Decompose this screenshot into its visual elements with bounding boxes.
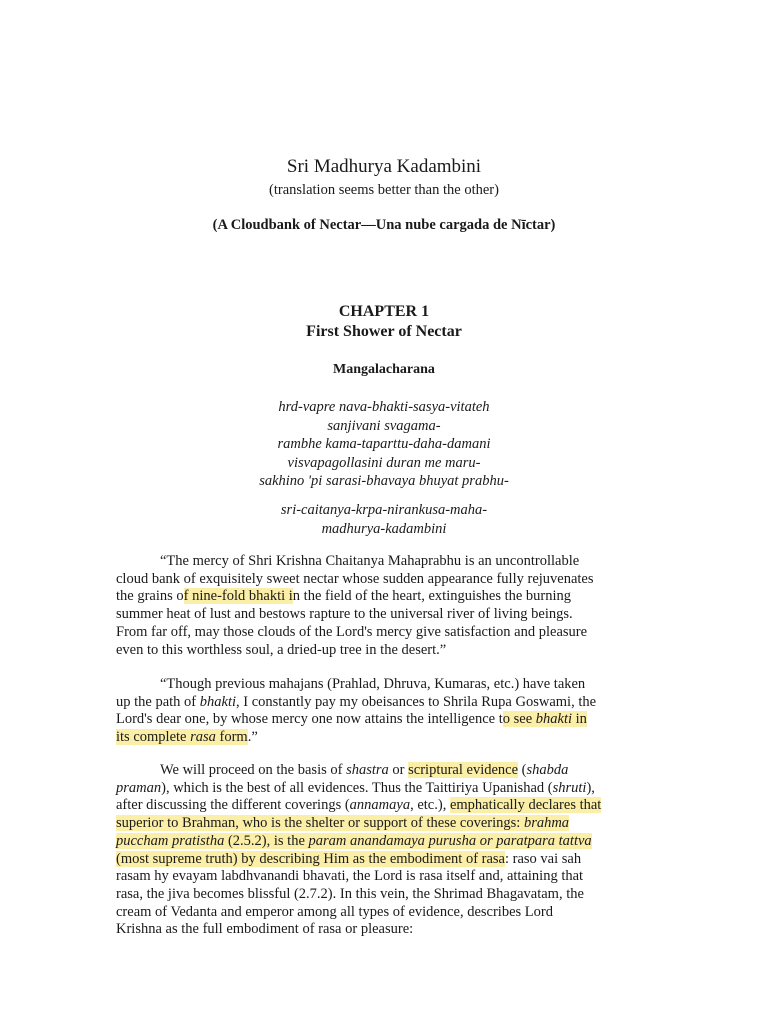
paragraph-line: “The mercy of Shri Krishna Chaitanya Mahaprabhu is an uncontrollable xyxy=(160,553,580,569)
chapter-name: First Shower of Nectar xyxy=(306,323,462,340)
paragraph-1 xyxy=(116,553,656,659)
paragraph-line: From far off, may those clouds of the Lord's mercy give satisfaction and pleasure xyxy=(116,623,588,640)
paragraph-line xyxy=(116,780,656,798)
paragraph-line: rasam hy evayam labdhvanandi bhavati, the Lord is rasa itself and, attaining that xyxy=(116,868,584,885)
paragraph-line: rasa, the jiva becomes blissful (2.7.2). In this vein, the Shrimad Bhagavatam, the xyxy=(116,885,584,902)
verse-block xyxy=(0,398,768,491)
italic-term: bhakti xyxy=(199,693,237,710)
paragraph-line: cloud bank of exquisitely sweet nectar whose sudden appearance fully rejuvenates xyxy=(116,570,594,587)
paragraph-line xyxy=(116,815,656,833)
highlight: f nine-fold bhakti i xyxy=(183,588,293,605)
italic-term: bhakti xyxy=(535,711,573,728)
text-run: ( xyxy=(518,762,527,778)
paragraph-line xyxy=(116,729,656,747)
document-title: Sri Madhurya Kadambini xyxy=(286,156,482,177)
highlight xyxy=(503,711,587,727)
highlight: (most supreme truth) by describing Him as the embodiment of rasa xyxy=(116,850,505,867)
paragraph-line: cream of Vedanta and emperor among all types of evidence, describes Lord xyxy=(116,903,553,920)
text-run: ), which is the best of all evidences. Thus the Taittiriya Upanishad ( xyxy=(161,779,553,796)
highlight: emphatically declares that xyxy=(449,797,602,814)
cloudbank-subtitle: (A Cloudbank of Nectar—Una nube cargada de Nīctar) xyxy=(212,217,556,233)
paragraph-line xyxy=(116,588,656,606)
verse-line: visvapagollasini duran me maru- xyxy=(287,454,481,471)
italic-term: puccham pratistha xyxy=(116,832,225,849)
paragraph-line xyxy=(116,851,656,869)
highlight xyxy=(116,833,592,849)
text-run: or xyxy=(388,762,409,778)
italic-term: param anandamaya purusha or paratpara tattva xyxy=(308,832,592,849)
paragraph-line xyxy=(116,797,656,815)
paragraph-line: summer heat of lust and bestows rapture to the universal river of living beings. xyxy=(116,606,573,623)
italic-term: annamaya xyxy=(349,797,411,814)
italic-term: shabda xyxy=(526,762,569,778)
italic-term: rasa xyxy=(190,729,216,746)
paragraph-line: Krishna as the full embodiment of rasa or pleasure: xyxy=(116,921,414,938)
text-run: superior to Brahman, who is the shelter or support of these coverings: xyxy=(116,815,524,832)
paragraph-line: “Though previous mahajans (Prahlad, Dhruva, Kumaras, etc.) have taken xyxy=(160,676,586,692)
verse-line: madhurya-kadambini xyxy=(321,520,447,537)
text-run: after discussing the different coverings ( xyxy=(116,797,350,814)
verse-line: sakhino 'pi sarasi-bhavaya bhuyat prabhu- xyxy=(259,473,509,489)
italic-term: praman xyxy=(116,779,162,796)
text-run: o see xyxy=(502,711,536,728)
paragraph-line xyxy=(116,833,656,851)
text-run: ), xyxy=(586,779,595,796)
text-run: in xyxy=(572,711,587,728)
italic-term: shruti xyxy=(552,779,587,796)
chapter-number: CHAPTER 1 xyxy=(338,303,430,320)
verse-line: sanjivani svagama- xyxy=(327,417,441,434)
italic-term: shastra xyxy=(346,762,389,778)
paragraph-2 xyxy=(116,676,656,747)
italic-term: brahma xyxy=(523,815,570,832)
verse-block-2 xyxy=(0,501,768,538)
paragraph-line: even to this worthless soul, a dried-up tree in the desert.” xyxy=(116,641,447,658)
highlight xyxy=(116,815,569,831)
paragraph-line xyxy=(116,762,656,780)
paragraph-line xyxy=(116,711,656,729)
text-run: : raso vai sah xyxy=(505,850,582,867)
text-run: the grains o xyxy=(116,588,184,605)
text-run: , etc.), xyxy=(410,797,450,814)
highlight: scriptural evidence xyxy=(408,762,519,778)
text-run: We will proceed on the basis of xyxy=(160,762,347,778)
paragraph-line xyxy=(116,694,656,712)
highlight xyxy=(116,729,248,745)
text-run: .” xyxy=(247,729,258,746)
text-run: its complete xyxy=(116,729,191,746)
verse-line: hrd-vapre nava-bhakti-sasya-vitateh xyxy=(278,399,490,415)
text-run: Lord's dear one, by whose mercy one now attains the intelligence t xyxy=(116,711,503,728)
text-run: , I constantly pay my obeisances to Shrila Rupa Goswami, the xyxy=(236,693,597,710)
verse-line: sri-caitanya-krpa-nirankusa-maha- xyxy=(280,502,488,518)
text-run: n the field of the heart, extinguishes the burning xyxy=(292,588,572,605)
document-subtitle: (translation seems better than the other) xyxy=(269,182,499,198)
text-run: form xyxy=(215,729,248,746)
paragraph-3 xyxy=(116,762,656,939)
text-run: (2.5.2), is the xyxy=(224,832,309,849)
text-run: up the path of xyxy=(116,693,200,710)
verse-line: rambhe kama-taparttu-daha-damani xyxy=(277,436,491,452)
section-heading: Mangalacharana xyxy=(333,362,435,377)
